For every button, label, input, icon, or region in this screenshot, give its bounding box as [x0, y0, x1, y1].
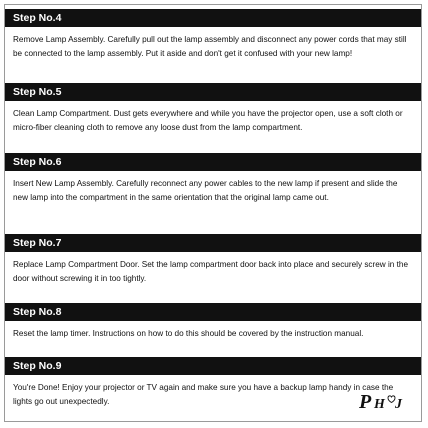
- step-text: Remove Lamp Assembly. Carefully pull out the lamp assembly and disconnect any power cords that may still be connected to the lamp assembly. Put it aside and don't get it confused with your new lamp!: [13, 35, 407, 58]
- step-6: [5, 153, 421, 204]
- step-text: Clean Lamp Compartment. Dust gets everywhere and while you have the projector open, use a soft cloth or micro-fiber cleaning cloth to remove any loose dust from the lamp compartment.: [13, 109, 403, 132]
- step-7: [5, 234, 421, 285]
- step-header: Step No.9: [5, 357, 421, 375]
- step-header: Step No.4: [5, 9, 421, 27]
- step-text: Replace Lamp Compartment Door. Set the lamp compartment door back into place and securely screw in the door without screwing it in too tightly.: [13, 260, 409, 283]
- logo-letter-j: J: [395, 397, 402, 412]
- step-text: Reset the lamp timer. Instructions on how to do this should be covered by the instruction manual.: [13, 329, 364, 338]
- step-text: Insert New Lamp Assembly. Carefully reconnect any power cables to the new lamp if present and slide the new lamp into the compartment in the same orientation that the original lamp came out.: [13, 179, 398, 202]
- step-header: Step No.8: [5, 303, 421, 321]
- step-header: Step No.6: [5, 153, 421, 171]
- step-header: Step No.5: [5, 83, 421, 101]
- heart-icon: [388, 396, 395, 403]
- brand-logo: [357, 389, 409, 413]
- step-8: [5, 303, 421, 341]
- logo-letter-p: P: [359, 391, 372, 413]
- step-text: You're Done! Enjoy your projector or TV again and make sure you have a backup lamp handy in case the lights go out unexpectedly.: [13, 383, 394, 406]
- step-4: [5, 9, 421, 60]
- logo-graphic: [357, 389, 409, 413]
- step-header: Step No.7: [5, 234, 421, 252]
- logo-letter-h: H: [374, 397, 385, 412]
- instruction-sheet: [4, 4, 422, 422]
- step-5: [5, 83, 421, 134]
